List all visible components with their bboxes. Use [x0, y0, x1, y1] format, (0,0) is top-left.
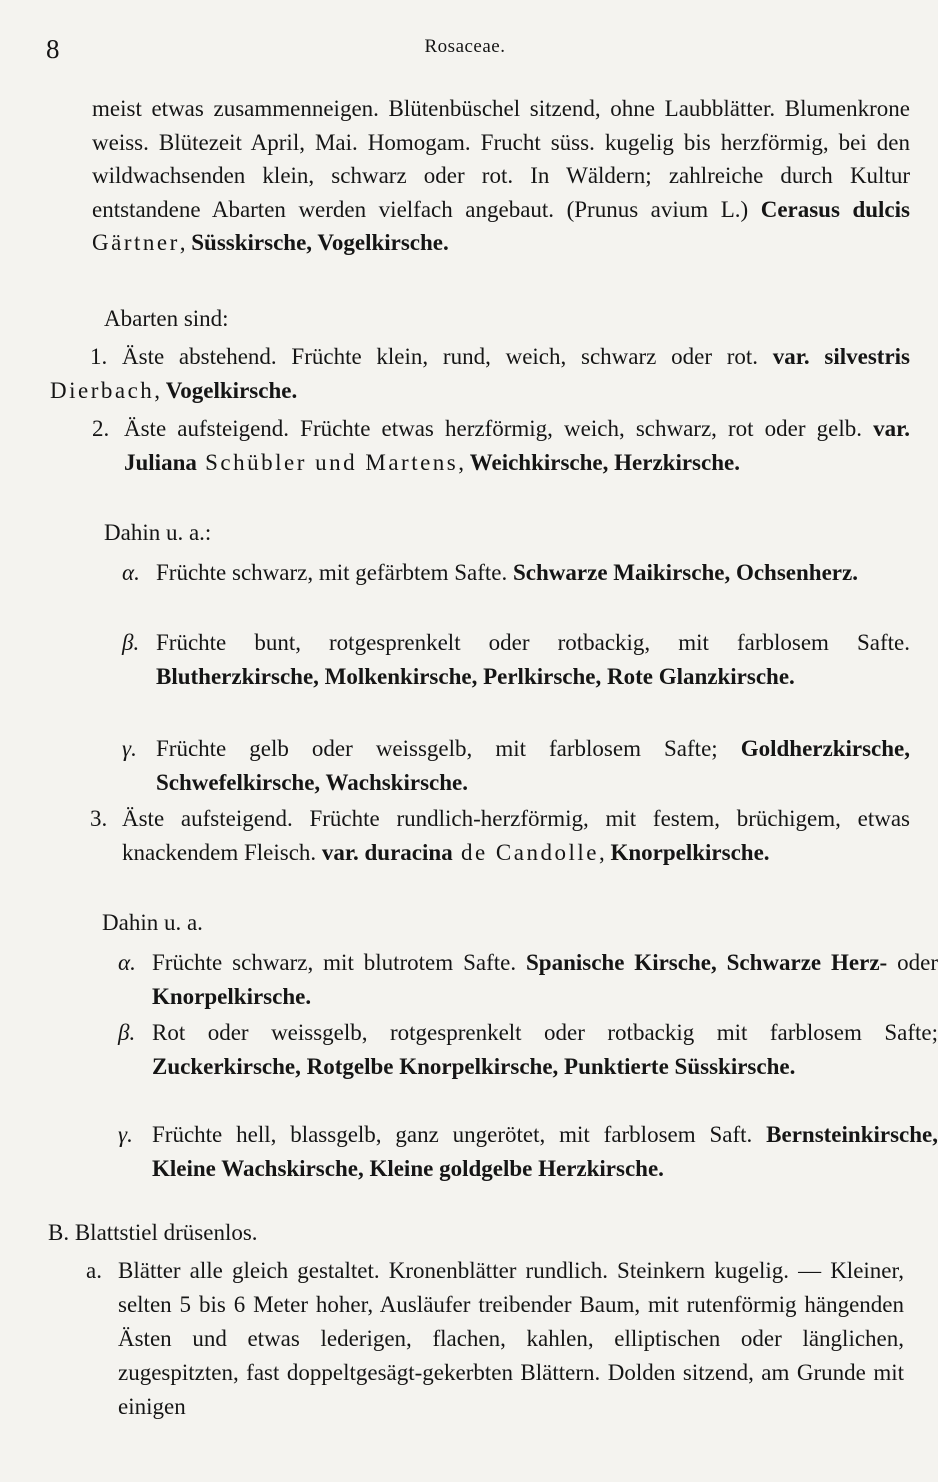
- author-name: Schübler und Martens: [196, 449, 459, 475]
- common-names: Süsskirsche, Vogelkirsche.: [191, 230, 449, 255]
- common-names: Zuckerkirsche, Rotgelbe Knorpelkirsche, Punktierte Süsskirsche.: [152, 1053, 796, 1079]
- variety-2: 2. Äste aufsteigend. Früchte etwas herzförmig, weich, schwarz, rot oder gelb. var. Juliana Schübler und Martens, Weichkirsche, Herzkirsche.: [92, 416, 910, 475]
- page-number: 8: [46, 34, 60, 64]
- subvariety-alpha-1: α. Früchte schwarz, mit gefärbtem Safte. Schwarze Maikirsche, Ochsenherz.: [122, 560, 858, 585]
- subvariety-gamma-2: γ. Früchte hell, blassgelb, ganz ungerötet, mit farblosem Saft. Bernsteinkirsche, Kleine Wachskirsche, Kleine goldgelbe Herzkirsche.: [118, 1122, 938, 1181]
- species-name: Cerasus dulcis: [760, 196, 910, 222]
- variety-name: var. silvestris: [772, 344, 910, 369]
- section-b-item-a: a. Blätter alle gleich gestaltet. Kronenblätter rundlich. Steinkern kugelig. — Kleiner, selten 5 bis 6 Meter hoher, Ausläufer treibender Baum, mit rutenförmig hängenden Ästen und etwas lederigen, flachen, kahlen, elliptischen oder länglichen, zugespitzten, fast doppeltgesägt-gekerbten Blättern. Dolden sitzend, am Grunde mit einigen: [86, 1258, 904, 1419]
- dahin-heading-2: Dahin u. a.: [102, 910, 203, 935]
- common-names: Schwarze Maikirsche, Ochsenherz.: [513, 560, 858, 585]
- section-b-heading: B. Blattstiel drüsenlos.: [48, 1220, 258, 1245]
- running-head: Rosaceae.: [424, 36, 506, 57]
- variety-1: 1. Äste abstehend. Früchte klein, rund, weich, schwarz oder rot. var. silvestris Dierbach, Vogelkirsche.: [50, 344, 910, 403]
- author-name: de Candolle: [452, 839, 599, 865]
- intro-paragraph: meist etwas zusammenneigen. Blütenbüschel sitzend, ohne Laubblätter. Blumenkrone weiss. Blütezeit April, Mai. Homogam. Frucht süss. kugelig bis herzförmig, bei den wildwachsenden klein, schwarz oder rot. In Wäldern; zahlreiche durch Kultur entstandene Abarten werden vielfach angebaut. (Prunus avium L.) Cerasus dulcis Gärtner, Süsskirsche, Vogelkirsche.: [92, 96, 910, 255]
- intro-text: meist etwas zusammenneigen. Blütenbüschel sitzend, ohne Laubblätter. Blumenkrone weiss. Blütezeit April, Mai. Homogam. Frucht süss. kugelig bis herzförmig, bei den wildwachsenden klein, schwarz oder rot. In Wäldern; zahlreiche durch Kultur entstandene Abarten werden vielfach angebaut. (Prunus avium L.): [92, 96, 910, 222]
- common-names: Blutherzkirsche, Molkenkirsche, Perlkirsche, Rote Glanzkirsche.: [156, 663, 795, 689]
- common-names: Knorpelkirsche.: [610, 839, 770, 865]
- variety-name: var. Juliana: [124, 416, 910, 475]
- common-names: Goldherzkirsche, Schwefelkirsche, Wachskirsche.: [156, 736, 910, 795]
- abarten-heading: Abarten sind:: [104, 306, 229, 331]
- common-names: Weichkirsche, Herzkirsche.: [469, 449, 740, 475]
- variety-name: var. duracina: [321, 839, 453, 865]
- common-names: Bernsteinkirsche, Kleine Wachskirsche, Kleine goldgelbe Herzkirsche.: [152, 1122, 938, 1181]
- dahin-heading-1: Dahin u. a.:: [104, 520, 212, 545]
- author-name: Dierbach: [50, 377, 155, 403]
- subvariety-beta-2: β. Rot oder weissgelb, rotgesprenkelt oder rotbackig mit farblosem Safte; Zuckerkirsche, Rotgelbe Knorpelkirsche, Punktierte Süsskirsche.: [118, 1020, 938, 1079]
- common-names: Spanische Kirsche, Schwarze Herz-: [525, 950, 888, 975]
- variety-3: 3. Äste aufsteigend. Früchte rundlich-herzförmig, mit festem, brüchigem, etwas knackendem Fleisch. var. duracina de Candolle, Knorpelkirsche.: [90, 806, 910, 865]
- common-names: Knorpelkirsche.: [152, 983, 312, 1009]
- common-names: Vogelkirsche.: [165, 377, 298, 403]
- subvariety-beta-1: β. Früchte bunt, rotgesprenkelt oder rotbackig, mit farblosem Safte. Blutherzkirsche, Molkenkirsche, Perlkirsche, Rote Glanzkirsche.: [122, 630, 910, 689]
- subvariety-gamma-1: γ. Früchte gelb oder weissgelb, mit farblosem Safte; Goldherzkirsche, Schwefelkirsche, Wachskirsche.: [122, 736, 910, 795]
- author-name: Gärtner: [92, 230, 180, 255]
- subvariety-alpha-2: α. Früchte schwarz, mit blutrotem Safte. Spanische Kirsche, Schwarze Herz- oder Knorpelkirsche.: [118, 950, 938, 1009]
